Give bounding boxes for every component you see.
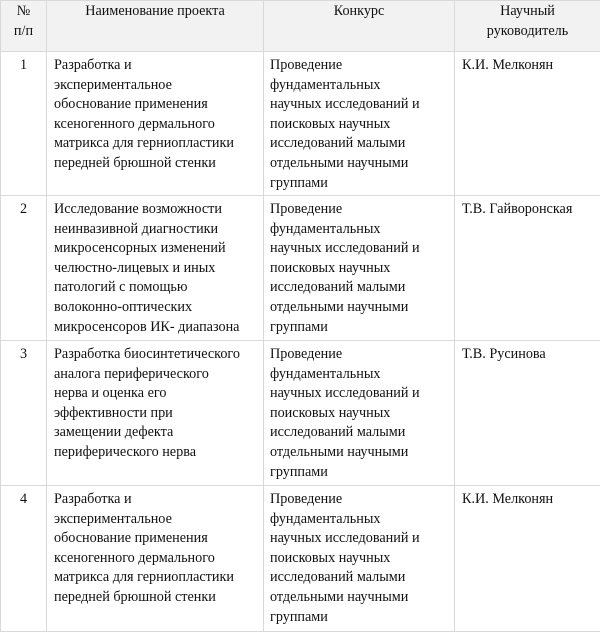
cell-contest [264, 486, 455, 632]
cell-project-name-line: Разработка биосинтетического [54, 345, 263, 365]
cell-contest-line: научных исследований и [270, 95, 454, 115]
cell-project-name-line: экспериментальное [54, 510, 263, 530]
cell-project-name-line: эффективности при [54, 404, 263, 424]
cell-project-name-line: Разработка и [54, 490, 263, 510]
cell-contest-line: группами [270, 318, 454, 338]
cell-project-name-line: нерва и оценка его [54, 384, 263, 404]
cell-project-name-line: патологий с помощью [54, 278, 263, 298]
cell-contest-line: Проведение [270, 200, 454, 220]
cell-contest [264, 341, 455, 486]
cell-project-name-line: обоснование применения [54, 529, 263, 549]
cell-project-name [47, 341, 264, 486]
cell-project-name-line: ксеногенного дермального [54, 549, 263, 569]
table-header-row [1, 1, 600, 52]
cell-project-name [47, 486, 264, 632]
cell-contest-line: поисковых научных [270, 115, 454, 135]
cell-num: 2 [1, 196, 47, 341]
cell-contest-line: отдельными научными [270, 443, 454, 463]
cell-contest-line: группами [270, 463, 454, 483]
cell-contest [264, 196, 455, 341]
cell-contest-line: исследований малыми [270, 278, 454, 298]
cell-num: 1 [1, 52, 47, 196]
cell-project-name-line: Исследование возможности [54, 200, 263, 220]
cell-supervisor: Т.В. Гайворонская [455, 196, 600, 341]
cell-contest-line: Проведение [270, 345, 454, 365]
cell-contest-line: отдельными научными [270, 298, 454, 318]
table-row [1, 52, 600, 196]
table-row [1, 486, 600, 632]
cell-project-name-line: Разработка и [54, 56, 263, 76]
cell-contest-line: поисковых научных [270, 549, 454, 569]
cell-contest-line: Проведение [270, 56, 454, 76]
cell-project-name-line: передней брюшной стенки [54, 154, 263, 174]
cell-contest-line: научных исследований и [270, 239, 454, 259]
cell-contest-line: группами [270, 608, 454, 628]
cell-contest-line: фундаментальных [270, 510, 454, 530]
cell-project-name [47, 52, 264, 196]
cell-num: 3 [1, 341, 47, 486]
cell-project-name [47, 196, 264, 341]
cell-project-name-line: периферического нерва [54, 443, 263, 463]
cell-project-name-line: волоконно-оптических [54, 298, 263, 318]
header-supervisor: Научный руководитель [455, 1, 600, 52]
cell-project-name-line: матрикса для герниопластики [54, 134, 263, 154]
cell-project-name-line: микросенсоров ИК- диапазона [54, 318, 263, 338]
cell-contest-line: фундаментальных [270, 76, 454, 96]
cell-contest-line: исследований малыми [270, 568, 454, 588]
cell-contest-line: группами [270, 174, 454, 194]
cell-contest [264, 52, 455, 196]
header-name: Наименование проекта [47, 1, 264, 52]
table-row [1, 341, 600, 486]
cell-contest-line: исследований малыми [270, 134, 454, 154]
cell-contest-line: научных исследований и [270, 529, 454, 549]
cell-project-name-line: аналога периферического [54, 365, 263, 385]
cell-project-name-line: замещении дефекта [54, 423, 263, 443]
cell-project-name-line: микросенсорных изменений [54, 239, 263, 259]
cell-contest-line: исследований малыми [270, 423, 454, 443]
cell-contest-line: фундаментальных [270, 365, 454, 385]
cell-contest-line: научных исследований и [270, 384, 454, 404]
cell-contest-line: фундаментальных [270, 220, 454, 240]
cell-project-name-line: экспериментальное [54, 76, 263, 96]
cell-project-name-line: матрикса для герниопластики [54, 568, 263, 588]
cell-contest-line: Проведение [270, 490, 454, 510]
cell-contest-line: отдельными научными [270, 588, 454, 608]
cell-project-name-line: обоснование применения [54, 95, 263, 115]
header-contest: Конкурс [264, 1, 455, 52]
cell-project-name-line: ксеногенного дермального [54, 115, 263, 135]
header-num: № п/п [1, 1, 47, 52]
cell-contest-line: поисковых научных [270, 259, 454, 279]
table-row [1, 196, 600, 341]
cell-supervisor: Т.В. Русинова [455, 341, 600, 486]
cell-project-name-line: челюстно-лицевых и иных [54, 259, 263, 279]
cell-contest-line: отдельными научными [270, 154, 454, 174]
cell-project-name-line: передней брюшной стенки [54, 588, 263, 608]
cell-contest-line: поисковых научных [270, 404, 454, 424]
cell-project-name-line: неинвазивной диагностики [54, 220, 263, 240]
cell-num: 4 [1, 486, 47, 632]
cell-supervisor: К.И. Мелконян [455, 52, 600, 196]
cell-supervisor: К.И. Мелконян [455, 486, 600, 632]
